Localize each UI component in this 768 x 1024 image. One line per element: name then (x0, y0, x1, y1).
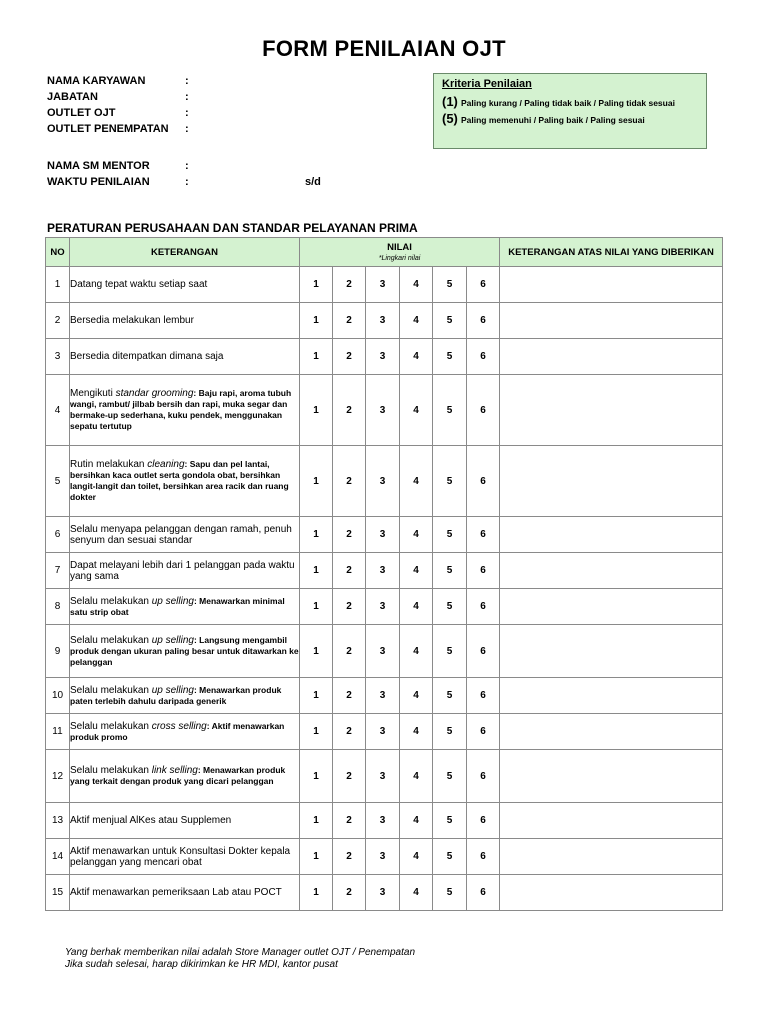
score-option-6[interactable]: 6 (467, 714, 500, 750)
score-option-2[interactable]: 2 (333, 714, 366, 750)
row-number: 7 (46, 553, 70, 589)
table-row (46, 339, 723, 375)
score-option-2[interactable]: 2 (333, 339, 366, 375)
score-remark-cell[interactable] (500, 375, 723, 446)
footer-line: Yang berhak memberikan nilai adalah Store Manager outlet OJT / Penempatan (65, 947, 416, 958)
table-row (46, 875, 723, 911)
score-option-3[interactable]: 3 (366, 339, 400, 375)
table-row (46, 678, 723, 714)
score-remark-cell[interactable] (500, 875, 723, 911)
row-description (70, 375, 300, 446)
row-description (70, 750, 300, 803)
score-option-3[interactable]: 3 (366, 446, 400, 517)
kriteria-item (442, 111, 698, 126)
desc-text: Datang tepat waktu setiap saat (70, 279, 208, 290)
score-option-5[interactable]: 5 (433, 446, 467, 517)
desc-text: Aktif menawarkan pemeriksaan Lab atau POCT (70, 887, 282, 898)
table-row (46, 303, 723, 339)
kriteria-item (442, 94, 698, 109)
desc-detail: : Baju rapi, aroma tubuh wangi, rambut/ jilbab bersih dan rapi, muka segar dan bermake-up sederhana, kuku pendek, menggunakan sepatu tertutup (70, 388, 292, 431)
score-option-1[interactable]: 1 (300, 803, 333, 839)
table-row (46, 625, 723, 678)
row-description (70, 875, 300, 911)
info-label: OUTLET OJT (47, 107, 116, 119)
desc-text: Bersedia melakukan lembur (70, 315, 194, 326)
row-description (70, 517, 300, 553)
score-remark-cell[interactable] (500, 517, 723, 553)
score-option-5[interactable]: 5 (433, 714, 467, 750)
score-option-1[interactable]: 1 (300, 875, 333, 911)
row-number: 14 (46, 839, 70, 875)
table-row (46, 839, 723, 875)
score-option-5[interactable]: 5 (433, 589, 467, 625)
info-colon: : (185, 176, 189, 188)
desc-text: Selalu melakukan (70, 595, 152, 607)
score-option-3[interactable]: 3 (366, 625, 400, 678)
info-colon: : (185, 160, 189, 172)
kriteria-num: (1) (442, 94, 458, 109)
score-option-4[interactable]: 4 (400, 267, 433, 303)
score-option-1[interactable]: 1 (300, 517, 333, 553)
score-option-6[interactable]: 6 (467, 553, 500, 589)
desc-detail: : Menawarkan produk paten terlebih dahulu daripada generik (70, 684, 282, 706)
score-option-2[interactable]: 2 (333, 303, 366, 339)
info-label: NAMA KARYAWAN (47, 75, 146, 87)
score-option-2[interactable]: 2 (333, 517, 366, 553)
info-label: WAKTU PENILAIAN (47, 176, 150, 188)
score-option-1[interactable]: 1 (300, 303, 333, 339)
score-option-6[interactable]: 6 (467, 678, 500, 714)
score-option-3[interactable]: 3 (366, 714, 400, 750)
score-option-3[interactable]: 3 (366, 803, 400, 839)
score-option-4[interactable]: 4 (400, 625, 433, 678)
score-option-3[interactable]: 3 (366, 553, 400, 589)
row-description (70, 625, 300, 678)
desc-text: Bersedia ditempatkan dimana saja (70, 351, 224, 362)
row-number: 4 (46, 375, 70, 446)
row-number: 9 (46, 625, 70, 678)
score-option-4[interactable]: 4 (400, 303, 433, 339)
score-option-4[interactable]: 4 (400, 446, 433, 517)
table-row (46, 267, 723, 303)
score-remark-cell[interactable] (500, 714, 723, 750)
score-option-2[interactable]: 2 (333, 678, 366, 714)
desc-text: Selalu melakukan (70, 720, 152, 732)
score-remark-cell[interactable] (500, 678, 723, 714)
info-colon: : (185, 91, 189, 103)
score-option-6[interactable]: 6 (467, 375, 500, 446)
row-description (70, 446, 300, 517)
info-colon: : (185, 107, 189, 119)
row-number: 12 (46, 750, 70, 803)
header-keterangan: KETERANGAN (70, 238, 300, 267)
info-colon: : (185, 123, 189, 135)
score-option-5[interactable]: 5 (433, 375, 467, 446)
score-option-3[interactable]: 3 (366, 589, 400, 625)
score-option-2[interactable]: 2 (333, 875, 366, 911)
desc-italic-term: cross selling (151, 720, 207, 732)
table-row (46, 375, 723, 446)
info-label: JABATAN (47, 91, 98, 103)
score-option-2[interactable]: 2 (333, 803, 366, 839)
score-option-2[interactable]: 2 (333, 839, 366, 875)
desc-italic-term: up selling (151, 684, 194, 696)
header-nilai-note: *Lingkari nilai (378, 255, 421, 262)
score-option-5[interactable]: 5 (433, 339, 467, 375)
desc-text: Selalu melakukan (70, 765, 152, 776)
row-description (70, 589, 300, 625)
score-option-4[interactable]: 4 (400, 875, 433, 911)
score-option-4[interactable]: 4 (400, 678, 433, 714)
score-remark-cell[interactable] (500, 839, 723, 875)
table-row (46, 553, 723, 589)
score-remark-cell[interactable] (500, 339, 723, 375)
desc-text: Aktif menjual AlKes atau Supplemen (70, 815, 232, 826)
kriteria-title: Kriteria Penilaian (442, 78, 532, 90)
score-option-1[interactable]: 1 (300, 678, 333, 714)
row-number: 3 (46, 339, 70, 375)
score-option-5[interactable]: 5 (433, 875, 467, 911)
row-description (70, 267, 300, 303)
row-description (70, 339, 300, 375)
score-option-5[interactable]: 5 (433, 803, 467, 839)
row-description (70, 303, 300, 339)
header-nilai (300, 238, 500, 267)
row-description (70, 714, 300, 750)
score-option-3[interactable]: 3 (366, 678, 400, 714)
score-option-6[interactable]: 6 (467, 839, 500, 875)
table-row (46, 803, 723, 839)
score-option-2[interactable]: 2 (333, 625, 366, 678)
score-remark-cell[interactable] (500, 803, 723, 839)
score-option-4[interactable]: 4 (400, 750, 433, 803)
info-colon: : (185, 75, 189, 87)
score-option-3[interactable]: 3 (366, 375, 400, 446)
desc-text: Selalu menyapa pelanggan dengan ramah, penuh senyum dan sesuai standar (70, 523, 292, 546)
score-option-3[interactable]: 3 (366, 750, 400, 803)
score-option-1[interactable]: 1 (300, 589, 333, 625)
score-option-6[interactable]: 6 (467, 625, 500, 678)
header-no: NO (46, 238, 70, 267)
row-number: 2 (46, 303, 70, 339)
score-option-3[interactable]: 3 (366, 267, 400, 303)
score-option-2[interactable]: 2 (333, 267, 366, 303)
table-header-row (46, 238, 723, 267)
row-description (70, 553, 300, 589)
score-option-6[interactable]: 6 (467, 875, 500, 911)
form-title: FORM PENILAIAN OJT (262, 36, 506, 61)
info-label: OUTLET PENEMPATAN (47, 123, 169, 135)
score-option-1[interactable]: 1 (300, 750, 333, 803)
score-option-4[interactable]: 4 (400, 589, 433, 625)
score-option-1[interactable]: 1 (300, 839, 333, 875)
score-option-4[interactable]: 4 (400, 839, 433, 875)
score-remark-cell[interactable] (500, 446, 723, 517)
score-option-2[interactable]: 2 (333, 750, 366, 803)
score-option-1[interactable]: 1 (300, 625, 333, 678)
info-label: NAMA SM MENTOR (47, 160, 150, 172)
desc-detail: : Langsung mengambil produk dengan ukuran paling besar untuk ditawarkan ke pelanggan (70, 634, 299, 667)
row-number: 6 (46, 517, 70, 553)
score-option-2[interactable]: 2 (333, 375, 366, 446)
table-row (46, 517, 723, 553)
score-option-1[interactable]: 1 (300, 339, 333, 375)
score-option-3[interactable]: 3 (366, 303, 400, 339)
score-option-6[interactable]: 6 (467, 339, 500, 375)
row-description (70, 803, 300, 839)
score-option-5[interactable]: 5 (433, 553, 467, 589)
score-option-6[interactable]: 6 (467, 446, 500, 517)
desc-italic-term: cleaning (147, 459, 185, 470)
header-nilai-label: NILAI (387, 242, 412, 253)
score-option-5[interactable]: 5 (433, 625, 467, 678)
header-keterangan-nilai: KETERANGAN ATAS NILAI YANG DIBERIKAN (500, 238, 723, 267)
desc-text: Aktif menawarkan untuk Konsultasi Dokter kepala pelanggan yang mencari obat (70, 845, 291, 868)
desc-italic-term: link selling (151, 765, 198, 776)
desc-detail: : Sapu dan pel lantai, bersihkan kaca outlet serta gondola obat, bersihkan langit-langit dan toilet, bersihkan area racik dan ruang dokter (70, 459, 289, 502)
score-option-5[interactable]: 5 (433, 839, 467, 875)
row-number: 1 (46, 267, 70, 303)
score-option-5[interactable]: 5 (433, 517, 467, 553)
footer-line: Jika sudah selesai, harap dikirimkan ke HR MDI, kantor pusat (65, 959, 338, 970)
score-option-4[interactable]: 4 (400, 375, 433, 446)
score-option-6[interactable]: 6 (467, 517, 500, 553)
score-option-1[interactable]: 1 (300, 553, 333, 589)
score-option-3[interactable]: 3 (366, 875, 400, 911)
score-option-5[interactable]: 5 (433, 303, 467, 339)
score-option-6[interactable]: 6 (467, 803, 500, 839)
score-remark-cell[interactable] (500, 625, 723, 678)
row-number: 13 (46, 803, 70, 839)
score-option-4[interactable]: 4 (400, 714, 433, 750)
score-option-4[interactable]: 4 (400, 553, 433, 589)
section-title: PERATURAN PERUSAHAAN DAN STANDAR PELAYANAN PRIMA (47, 221, 418, 235)
score-remark-cell[interactable] (500, 750, 723, 803)
desc-text: Rutin melakukan (70, 459, 148, 470)
score-remark-cell[interactable] (500, 267, 723, 303)
desc-text: Mengikuti (70, 388, 116, 399)
desc-detail: : Menawarkan minimal satu strip obat (70, 595, 285, 617)
score-option-1[interactable]: 1 (300, 267, 333, 303)
desc-detail: : Aktif menawarkan produk promo (70, 720, 285, 742)
score-option-2[interactable]: 2 (333, 589, 366, 625)
row-number: 8 (46, 589, 70, 625)
score-option-5[interactable]: 5 (433, 267, 467, 303)
score-option-3[interactable]: 3 (366, 839, 400, 875)
row-description (70, 678, 300, 714)
score-option-5[interactable]: 5 (433, 750, 467, 803)
row-description (70, 839, 300, 875)
score-remark-cell[interactable] (500, 589, 723, 625)
kriteria-text: Paling kurang / Paling tidak baik / Paling tidak sesuai (460, 98, 675, 108)
score-option-6[interactable]: 6 (467, 589, 500, 625)
score-option-6[interactable]: 6 (467, 750, 500, 803)
row-number: 5 (46, 446, 70, 517)
table-row (46, 750, 723, 803)
table-row (46, 714, 723, 750)
score-option-4[interactable]: 4 (400, 517, 433, 553)
kriteria-num: (5) (442, 111, 458, 126)
score-option-1[interactable]: 1 (300, 375, 333, 446)
row-number: 15 (46, 875, 70, 911)
score-option-3[interactable]: 3 (366, 517, 400, 553)
score-remark-cell[interactable] (500, 303, 723, 339)
row-number: 10 (46, 678, 70, 714)
row-number: 11 (46, 714, 70, 750)
score-option-2[interactable]: 2 (333, 446, 366, 517)
score-option-6[interactable]: 6 (467, 303, 500, 339)
score-option-6[interactable]: 6 (467, 267, 500, 303)
kriteria-box (433, 73, 707, 149)
score-option-4[interactable]: 4 (400, 803, 433, 839)
desc-text: Selalu melakukan (70, 634, 152, 646)
info-range-separator: s/d (305, 176, 321, 188)
score-option-2[interactable]: 2 (333, 553, 366, 589)
score-option-4[interactable]: 4 (400, 339, 433, 375)
kriteria-text: Paling memenuhi / Paling baik / Paling sesuai (460, 115, 645, 125)
desc-text: Dapat melayani lebih dari 1 pelanggan pada waktu yang sama (70, 559, 295, 582)
assessment-table (45, 237, 723, 911)
score-option-1[interactable]: 1 (300, 446, 333, 517)
desc-italic-term: standar grooming (115, 388, 194, 399)
table-row (46, 589, 723, 625)
desc-italic-term: up selling (151, 595, 194, 607)
desc-text: Selalu melakukan (70, 684, 152, 696)
table-row (46, 446, 723, 517)
score-remark-cell[interactable] (500, 553, 723, 589)
footer-note (65, 947, 415, 971)
desc-detail: : Menawarkan produk yang terkait dengan produk yang dicari pelanggan (70, 765, 286, 786)
desc-italic-term: up selling (151, 634, 194, 646)
score-option-1[interactable]: 1 (300, 714, 333, 750)
score-option-5[interactable]: 5 (433, 678, 467, 714)
